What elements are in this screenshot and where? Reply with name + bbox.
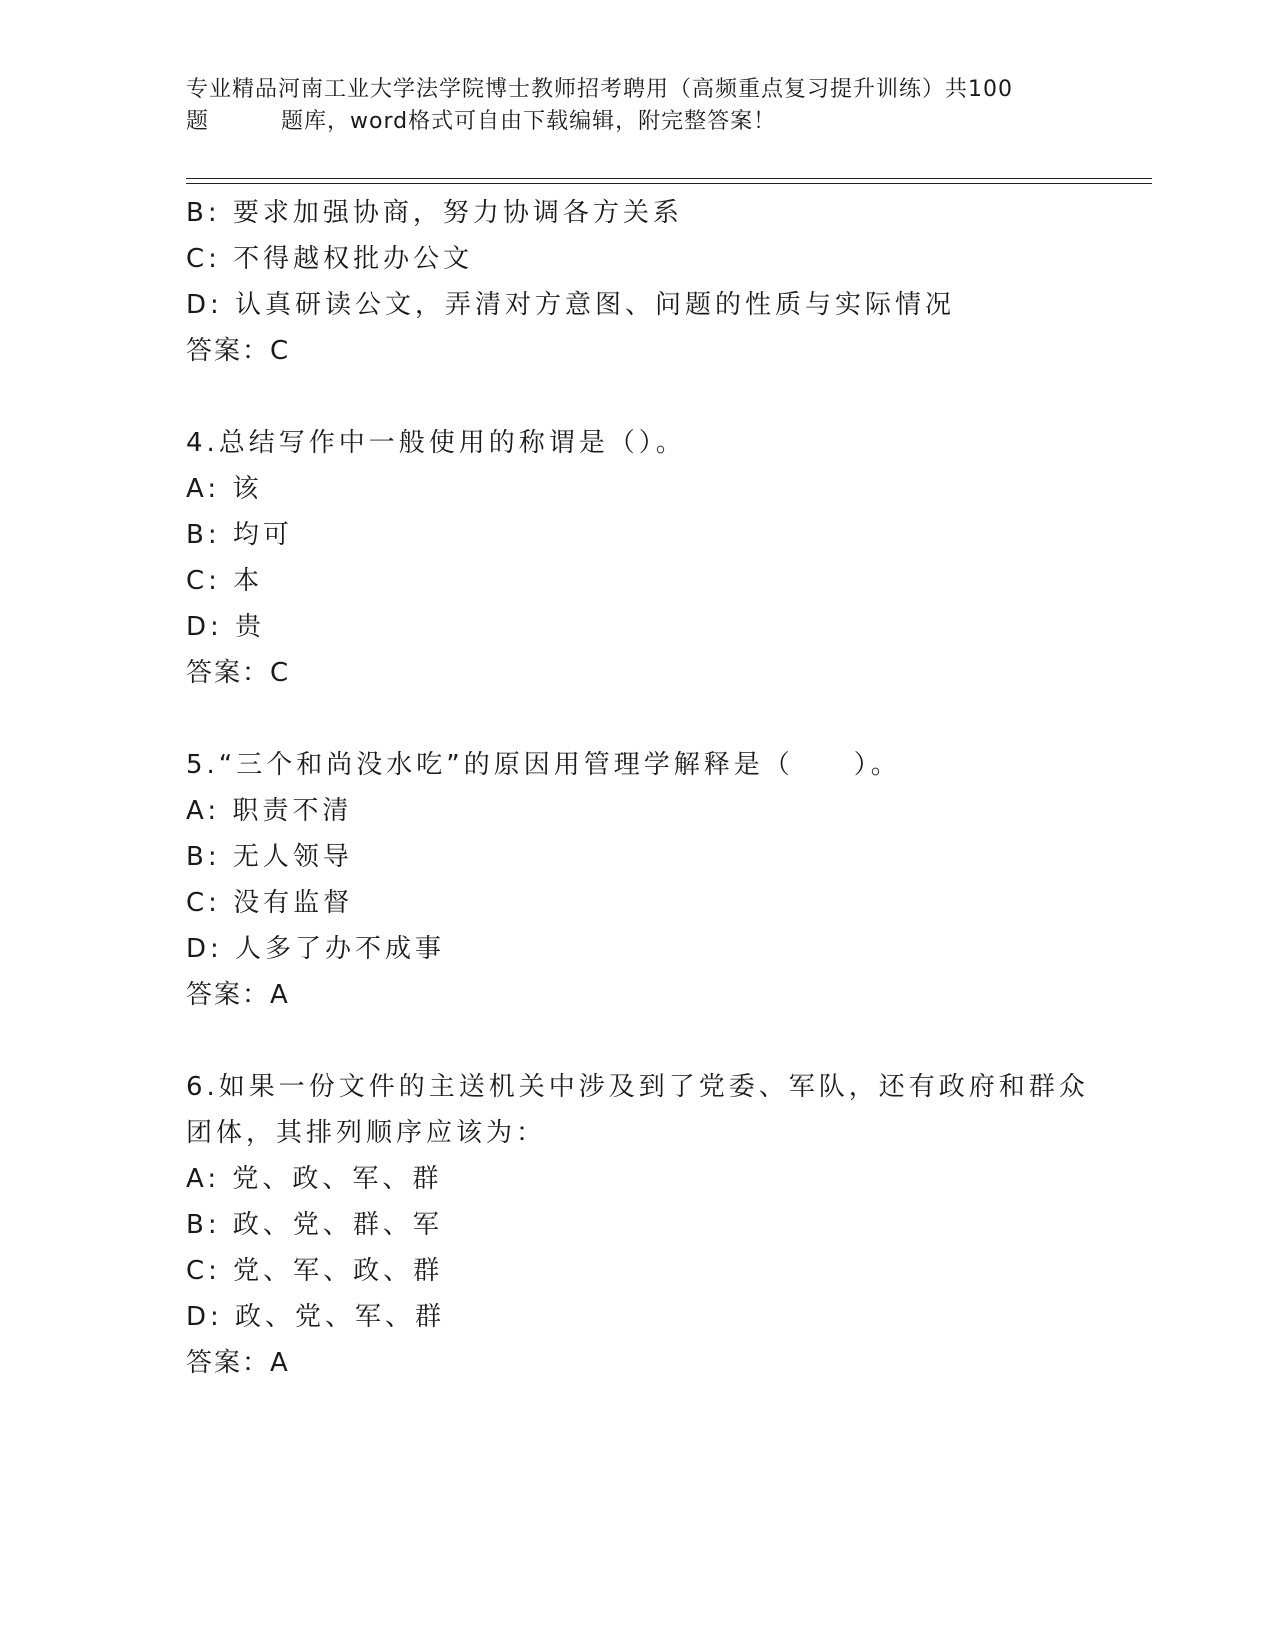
question-text-line2: 团体，其排列顺序应该为： [186,1118,547,1148]
header-line2-rest: 题库，word格式可自由下载编辑，附完整答案！ [281,109,777,134]
header-divider-top [186,178,1152,179]
option-b: B: 均可 [186,520,293,550]
header-title-line2 [186,106,1086,138]
option-c: C: 没有监督 [186,888,354,918]
option-d: D: 政、党、军、群 [186,1302,446,1332]
header-title-line1: 专业精品河南工业大学法学院博士教师招考聘用（高频重点复习提升训练）共100 [186,77,1013,102]
question-6 [186,1064,1089,1386]
question-text: 4.总结写作中一般使用的称谓是（）。 [186,428,686,458]
option-b: B: 政、党、群、军 [186,1210,443,1240]
option-d: D: 贵 [186,612,266,642]
option-a: A: 职责不清 [186,796,353,826]
option-b: B: 无人领导 [186,842,353,872]
question-3-tail [186,190,1086,374]
answer-text: 答案：A [186,980,290,1010]
option-d: D: 认真研读公文，弄清对方意图、问题的性质与实际情况 [186,290,956,320]
option-c: C: 本 [186,566,264,596]
option-b: B: 要求加强协商，努力协调各方关系 [186,198,683,228]
question-text-line1: 6.如果一份文件的主送机关中涉及到了党委、军队，还有政府和群众 [186,1072,1089,1102]
option-d: D: 人多了办不成事 [186,934,446,964]
question-4 [186,420,1086,696]
question-text: 5.“三个和尚没水吃”的原因用管理学解释是（ ）。 [186,750,901,780]
question-list [186,190,1089,1386]
answer-text: 答案：A [186,1348,290,1378]
option-a: A: 党、政、军、群 [186,1164,443,1194]
header-divider-bottom [186,183,1152,184]
header-line2-start: 题 [186,109,210,134]
option-c: C: 不得越权批办公文 [186,244,474,274]
answer-text: 答案：C [186,336,291,366]
option-c: C: 党、军、政、群 [186,1256,444,1286]
answer-text: 答案：C [186,658,291,688]
question-5 [186,742,1086,1018]
option-a: A: 该 [186,474,263,504]
document-header [186,74,1086,138]
